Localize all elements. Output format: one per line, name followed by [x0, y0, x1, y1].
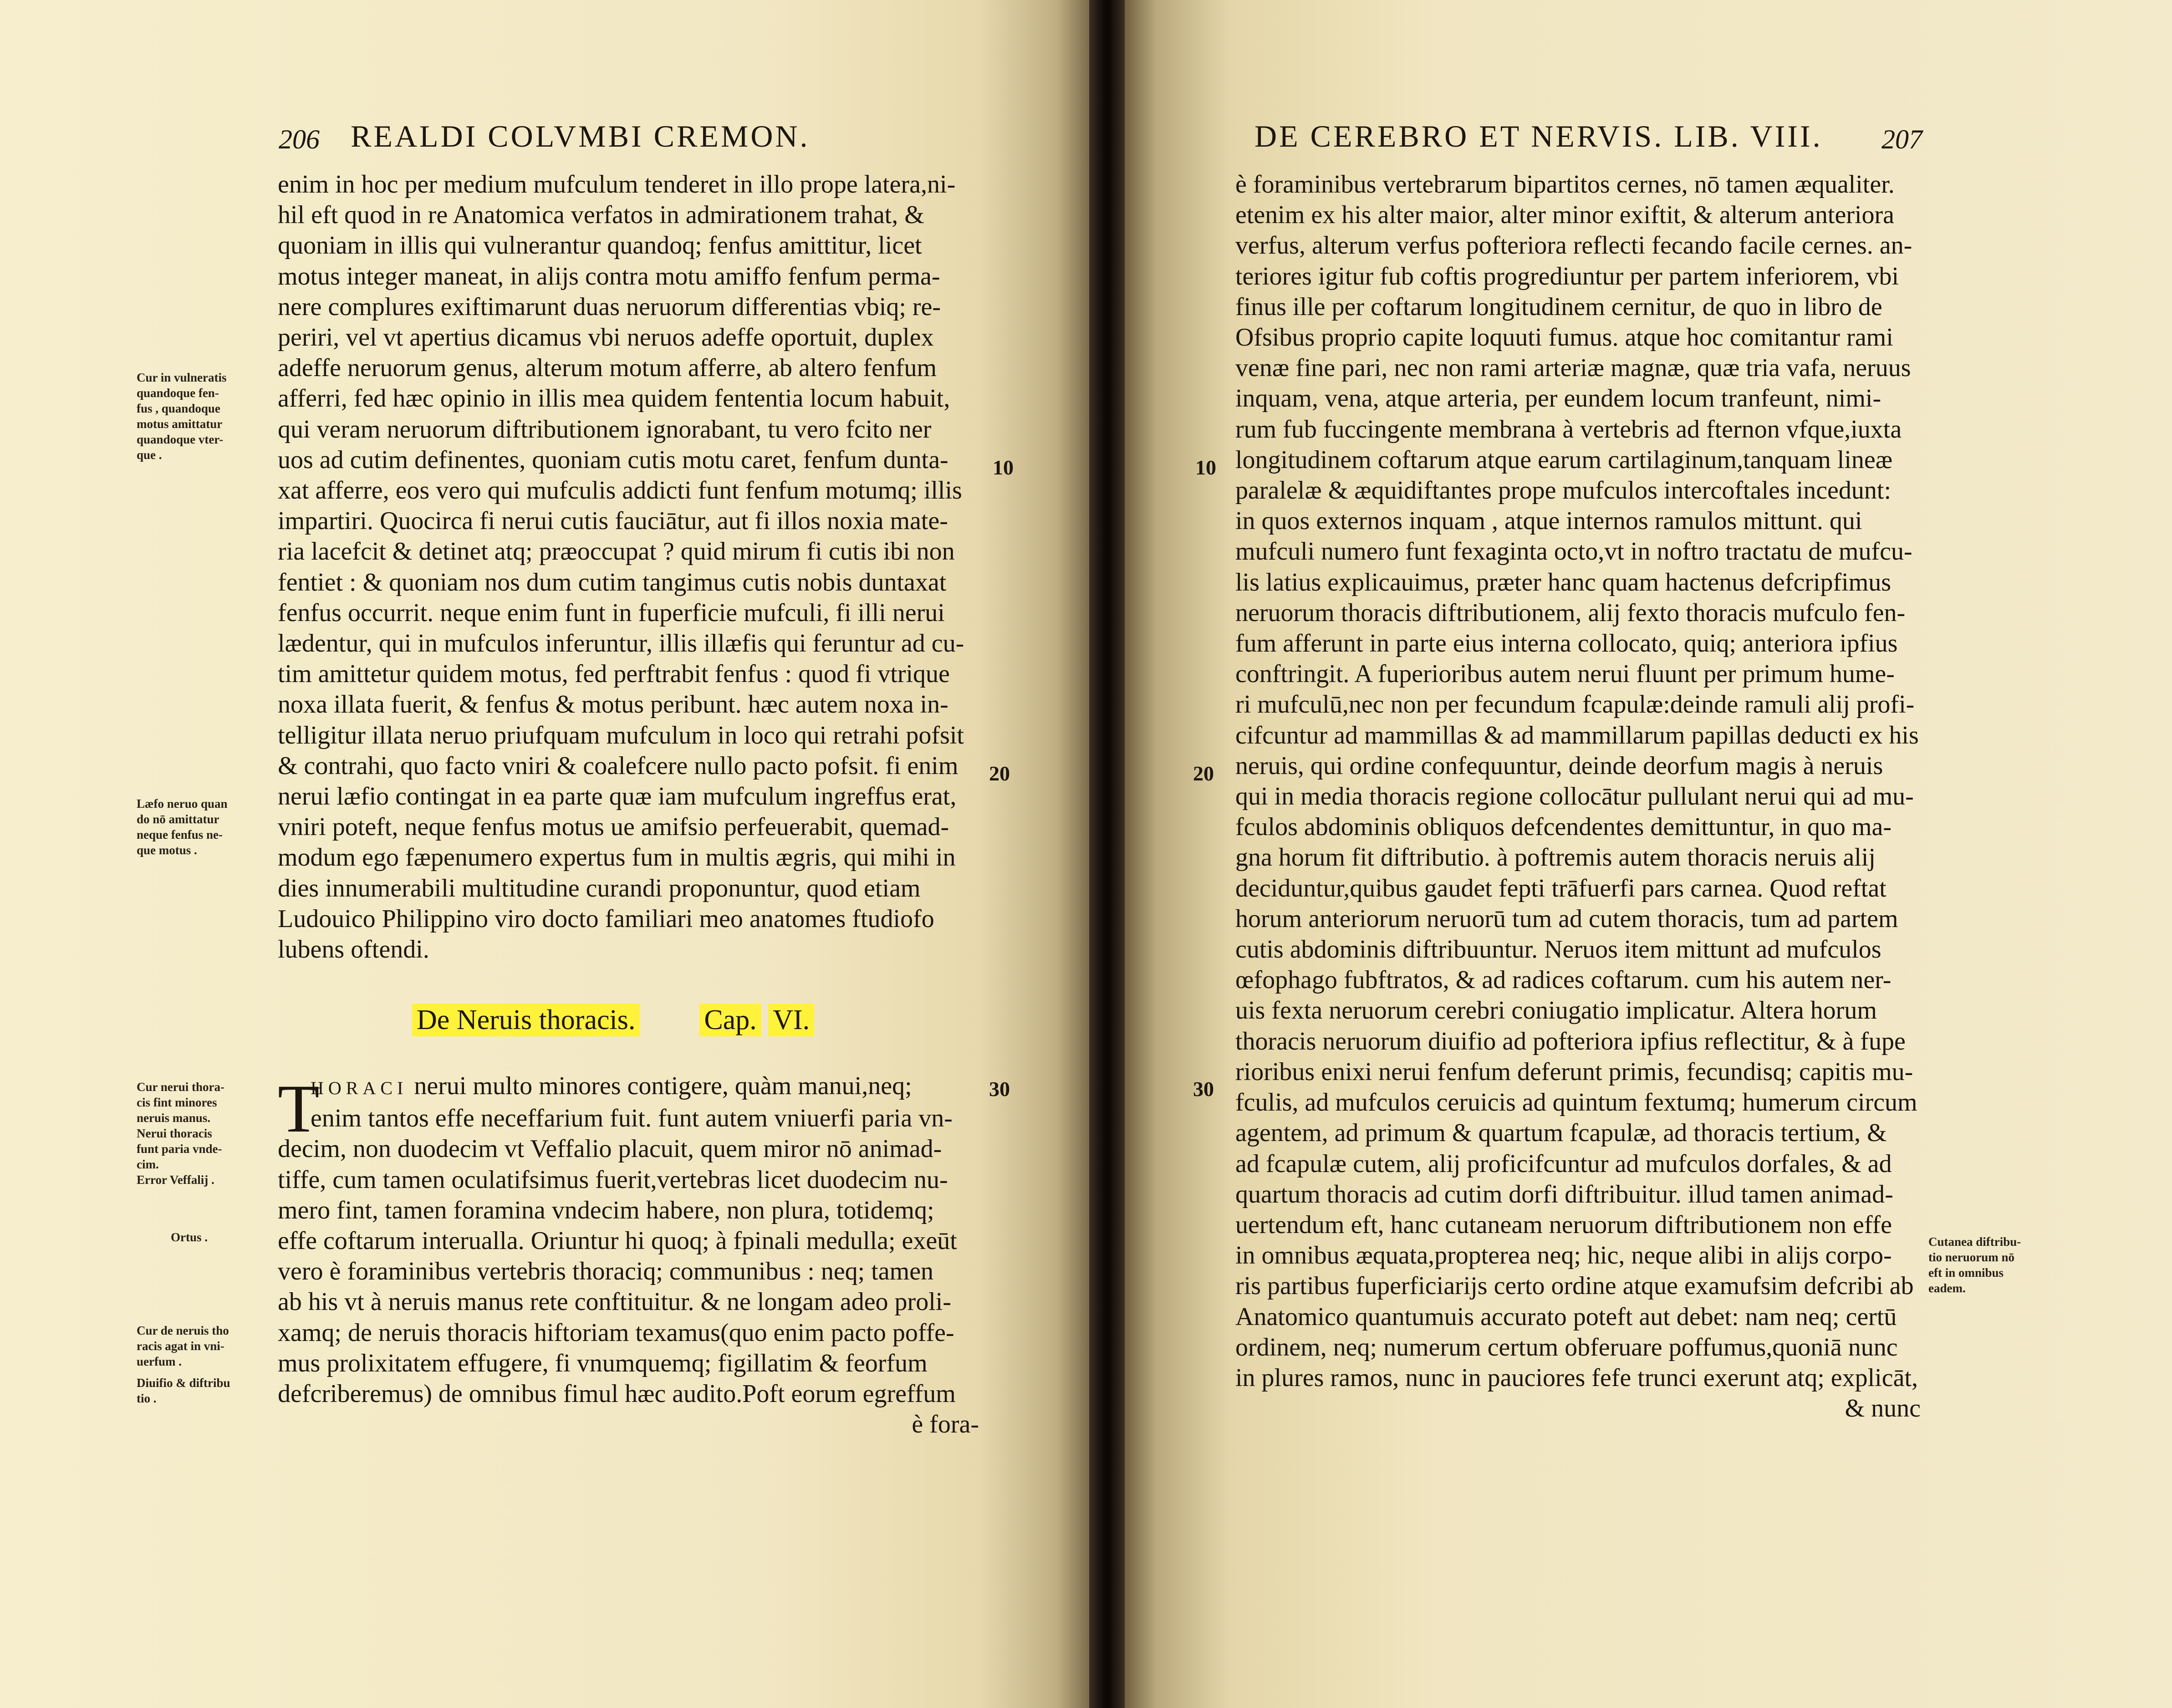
- text-line: neruis, qui ordine confequuntur, deinde deorfum magis à neruis: [1235, 751, 1883, 780]
- text-line: hil eft quod in re Anatomica verfatos in admirationem trahat, &: [278, 201, 924, 229]
- margin-note-line: Cur de neruis tho: [137, 1324, 229, 1337]
- text-line: venæ fine pari, nec non rami arteriæ magnæ, quæ tria vafa, neruus: [1235, 354, 1911, 382]
- margin-note-line: motus amittatur: [137, 417, 223, 431]
- text-line: neruorum thoracis diftributionem, alij fexto thoracis mufculo fen-: [1235, 598, 1906, 627]
- margin-note-line: cis fint minores: [137, 1096, 217, 1109]
- text-line: qui in media thoracis regione collocātur pullulant nerui qui ad mu-: [1235, 782, 1914, 811]
- margin-note-line: Nerui thoracis: [137, 1127, 212, 1140]
- margin-note: [1928, 1234, 2021, 1296]
- margin-note-line: quandoque fen-: [137, 386, 219, 400]
- text-line: etenim ex his alter maior, alter minor exiftit, & alterum anteriora: [1235, 201, 1895, 229]
- text-line: cutis abdominis diftribuuntur. Neruos item mittunt ad mufculos: [1235, 935, 1881, 964]
- text-line: conftringit. A fuperioribus autem nerui fluunt per primum hume-: [1235, 660, 1895, 688]
- text-line: mero fint, tamen foramina vndecim habere, non plura, totidemq;: [278, 1196, 934, 1224]
- margin-note: [137, 1323, 229, 1369]
- text-line: nere complures exiftimarunt duas neruorum differentias vbiq; re-: [278, 292, 941, 321]
- running-head: REALDI COLVMBI CREMON.: [351, 119, 810, 153]
- text-line: fum afferunt in parte eius interna collocato, quiq; anteriora ipfius: [1235, 629, 1898, 658]
- text-line: tiffe, cum tamen oculatifsimus fuerit,vertebras licet duodecim nu-: [278, 1165, 948, 1194]
- text-line: œfophago fubftratos, & ad radices coftarum. cum his autem ner-: [1235, 966, 1892, 994]
- text-line: ris partibus fuperficiarijs certo ordine atque examufsim defcribi ab: [1235, 1272, 1914, 1300]
- text-line: fculos abdominis obliquos defcendentes demittuntur, in quo ma-: [1235, 813, 1892, 841]
- text-line: verfus, alterum verfus pofteriora reflecti fecando facile cernes. an-: [1235, 231, 1912, 260]
- margin-note-line: Ortus .: [171, 1230, 208, 1244]
- first-word: HORACI: [311, 1078, 408, 1098]
- text-line: thoracis neruorum diuifio ad pofteriora ipfius reflectitur, & à fupe: [1235, 1027, 1906, 1055]
- chapter-label: Cap.: [699, 1004, 761, 1036]
- margin-note-line: tio neruorum nō: [1928, 1250, 2014, 1264]
- text-line: vero è foraminibus vertebris thoraciq; communibus : neq; tamen: [278, 1257, 934, 1286]
- text-line: dies innumerabili multitudine curandi proponuntur, quod etiam: [278, 874, 921, 902]
- margin-note-line: racis agat in vni-: [137, 1339, 224, 1353]
- body-text: [1235, 169, 1921, 1424]
- text-line: lis latius explicauimus, præter hanc quam hactenus defcripfimus: [1235, 568, 1892, 597]
- text-line: enim tantos effe neceffarium fuit. funt autem vniuerfi paria vn-: [311, 1104, 953, 1133]
- text-line: uertendum eft, hanc cutaneam neruorum diftributionem non effe: [1235, 1210, 1892, 1239]
- margin-note: [137, 1375, 230, 1406]
- text-line: ria lacefcit & detinet atq; præoccupat ? quid mirum fi cutis ibi non: [278, 537, 955, 566]
- text-line: è fora-: [912, 1410, 979, 1439]
- text-line: enim in hoc per medium mufculum tenderet in illo prope latera,ni-: [278, 170, 956, 199]
- text-line: lædentur, qui in mufculos inferuntur, illis illæfis qui feruntur ad cu-: [278, 629, 964, 658]
- text-line: ri mufculū,nec non per fecundum fcapulæ:deinde ramuli alij profi-: [1235, 690, 1915, 719]
- margin-note-line: que motus .: [137, 843, 197, 857]
- text-line: cifcuntur ad mammillas & ad mammillarum papillas deducti ex his: [1235, 721, 1919, 749]
- line-number: 20: [989, 762, 1010, 785]
- text-line: modum ego fæpenumero expertus fum in multis ægris, qui mihi in: [278, 843, 956, 872]
- margin-note-line: uerfum .: [137, 1355, 182, 1368]
- text-line: Ludouico Philippino viro docto familiari meo anatomes ftudiofo: [278, 904, 934, 933]
- text-line: teriores igitur fub coftis progrediuntur per partem inferiorem, vbi: [1235, 262, 1899, 291]
- text-line: xat afferre, eos vero qui mufculis addicti funt fenfum motumq; illis: [278, 476, 962, 505]
- text-line: noxa illata fuerit, & fenfus & motus peribunt. hæc autem noxa in-: [278, 690, 948, 719]
- margin-note: [171, 1229, 208, 1245]
- text-line: ordinem, neq; numerum certum obferuare poffumus,quoniā nunc: [1235, 1333, 1898, 1361]
- text-line: quoniam in illis qui vulnerantur quandoq; fenfus amittitur, licet: [278, 231, 922, 260]
- text-line: Anatomico quantumuis accurato poteft aut debet: nam neq; certū: [1235, 1302, 1897, 1331]
- running-head: DE CEREBRO ET NERVIS. LIB. VIII.: [1254, 119, 1823, 153]
- text-line: & contrahi, quo facto vniri & coalefcere nullo pacto pofsit. fi enim: [278, 751, 959, 780]
- text-line: uos ad cutim definentes, quoniam cutis motu caret, fenfum dunta-: [278, 445, 948, 474]
- text-line: impartiri. Quocirca fi nerui cutis fauciātur, aut fi illos noxia mate-: [278, 507, 948, 535]
- text-line: xamq; de neruis thoracis hiftoriam texamus(quo enim pacto poffe-: [278, 1318, 954, 1347]
- text-line: motus integer maneat, in alijs contra motu amiffo fenfum perma-: [278, 262, 940, 291]
- text-line: rum fub fuccingente membrana à vertebris ad fternon vfque,iuxta: [1235, 415, 1902, 444]
- text-line: nerui læfio contingat in ea parte quæ iam mufculum ingreffus erat,: [278, 782, 957, 811]
- chapter-number: VI.: [768, 1004, 814, 1036]
- text-line: gna horum fit diftributio. à poftremis autem thoracis neruis alij: [1235, 843, 1876, 872]
- text-line: inquam, vena, atque arteria, per eundem locum tranfeunt, nimi-: [1235, 384, 1881, 413]
- margin-note: [137, 796, 228, 858]
- margin-note-line: Error Veffalij .: [137, 1173, 214, 1187]
- margin-note-line: Diuifio & diftribu: [137, 1376, 230, 1390]
- text-line: longitudinem coftarum atque earum cartilaginum,tanquam lineæ: [1235, 445, 1893, 474]
- text-line: vniri poteft, neque fenfus motus ue amifsio perfeuerabit, quemad-: [278, 813, 949, 841]
- text-line: è foraminibus vertebrarum bipartitos cernes, nō tamen æqualiter.: [1235, 170, 1895, 199]
- margin-note-line: quandoque vter-: [137, 433, 224, 446]
- text-line: qui veram neruorum diftributionem ignorabant, tu vero fcito ner: [278, 415, 932, 444]
- text-line: paralelæ & æquidiftantes prope mufculos intercoftales incedunt:: [1235, 476, 1892, 505]
- margin-note-line: eadem.: [1928, 1281, 1966, 1295]
- text-line: agentem, ad primum & quartum fcapulæ, ad thoracis tertium, &: [1235, 1119, 1887, 1147]
- text-line: mufculi numero funt fexaginta octo,vt in noftro tractatu de mufcu-: [1235, 537, 1912, 566]
- margin-note: [137, 1079, 224, 1188]
- margin-note-line: do nō amittatur: [137, 812, 219, 826]
- text-line: defcriberemus) de omnibus fimul hæc audito.Poft eorum egreffum: [278, 1380, 956, 1408]
- text-line: periri, vel vt apertius dicamus vbi neruos adeffe oportuit, duplex: [278, 323, 934, 352]
- text-line: fenfus occurrit. neque enim funt in fuperficie mufculi, fi illi nerui: [278, 598, 945, 627]
- body-text: [278, 169, 979, 965]
- text-line: ad fcapulæ cutem, alij proficifcuntur ad mufculos dorfales, & ad: [1235, 1149, 1892, 1178]
- chapter-heading: [412, 1004, 814, 1036]
- text-line: quartum thoracis ad cutim dorfi diftribuitur. illud tamen animad-: [1235, 1180, 1893, 1208]
- margin-note-line: tio .: [137, 1392, 157, 1405]
- margin-note-line: funt paria vnde-: [137, 1142, 222, 1156]
- margin-note-line: Cur in vulneratis: [137, 371, 227, 384]
- text-line: lubens oftendi.: [278, 935, 429, 964]
- margin-note-line: Læfo neruo quan: [137, 797, 228, 811]
- margin-note-line: neruis manus.: [137, 1111, 211, 1125]
- line-number: 10: [993, 456, 1014, 479]
- text-line: fentiet : & quoniam nos dum cutim tangimus cutis nobis duntaxat: [278, 568, 947, 597]
- text-line: Ofsibus proprio capite loquuti fumus. atque hoc comitantur rami: [1235, 323, 1893, 352]
- text-line: & nunc: [1845, 1394, 1921, 1423]
- text-line: in omnibus æquata,propterea neq; hic, neque alibi in alijs corpo-: [1235, 1241, 1892, 1270]
- text-line: fculis, ad mufculos ceruicis ad quintum fextumq; humerum circum: [1235, 1088, 1917, 1117]
- line-number: 20: [1193, 762, 1214, 785]
- text-line: uis fexta neruorum cerebri coniugatio implicatur. Altera horum: [1235, 996, 1877, 1025]
- line-number: 30: [1193, 1077, 1214, 1101]
- text-line: in quos externos inquam , atque internos ramulos mittunt. qui: [1235, 507, 1862, 535]
- text-line: effe coftarum interualla. Oriuntur hi quoq; à fpinali medulla; exeūt: [278, 1227, 957, 1255]
- margin-note-line: neque fenfus ne-: [137, 828, 223, 841]
- margin-note-line: Cutanea diftribu-: [1928, 1235, 2021, 1249]
- margin-note-line: cim.: [137, 1157, 159, 1171]
- text-line: deciduntur,quibus gaudet fepti trāfuerfi pars carnea. Quod reftat: [1235, 874, 1886, 902]
- text-line: decim, non duodecim vt Veffalio placuit, quem miror nō animad-: [278, 1135, 942, 1163]
- text-line: rioribus enixi nerui fenfum deferunt primis, fecundisq; capitis mu-: [1235, 1057, 1913, 1086]
- folio-number: 206: [279, 124, 320, 154]
- text-line: adeffe neruorum genus, alterum motum afferre, ab altero fenfum: [278, 354, 937, 382]
- text-line: mus prolixitatem effugere, fi vnumquemq; figillatim & feorfum: [278, 1349, 928, 1377]
- chapter-title: De Neruis thoracis.: [412, 1004, 640, 1036]
- margin-note-line: fus , quandoque: [137, 402, 220, 415]
- text-line: [278, 1071, 979, 1103]
- right-page: [1125, 0, 2172, 1708]
- line-number: 30: [989, 1077, 1010, 1101]
- text-line: finus ille per coftarum longitudinem cernitur, de quo in libro de: [1235, 292, 1882, 321]
- drop-cap: T: [278, 1071, 320, 1147]
- margin-note: [137, 370, 227, 463]
- margin-note-line: eft in omnibus: [1928, 1266, 2004, 1280]
- text-line: ab his vt à neruis manus rete conftituitur. & ne longam adeo proli-: [278, 1288, 951, 1316]
- margin-note-line: que .: [137, 448, 162, 462]
- text-line: horum anteriorum neruorū tum ad cutem thoracis, tum ad partem: [1235, 904, 1898, 933]
- text-line: nerui multo minores contigere, quàm manui,neq;: [414, 1072, 912, 1100]
- text-line: in plures ramos, nunc in pauciores fefe trunci exerunt atq; explicāt,: [1235, 1363, 1918, 1392]
- margin-note-line: Cur nerui thora-: [137, 1080, 224, 1094]
- chapter-text: [278, 1071, 979, 1440]
- text-line: telligitur illata neruo priufquam mufculum in loco qui retrahi pofsit: [278, 721, 964, 749]
- text-line: tim amittetur quidem motus, fed perftrabit fenfus : quod fi vtrique: [278, 660, 950, 688]
- text-line: afferri, fed hæc opinio in illis mea quidem fententia locum habuit,: [278, 384, 950, 413]
- folio-number: 207: [1881, 124, 1922, 154]
- book-gutter: [1089, 0, 1125, 1708]
- line-number: 10: [1195, 456, 1216, 479]
